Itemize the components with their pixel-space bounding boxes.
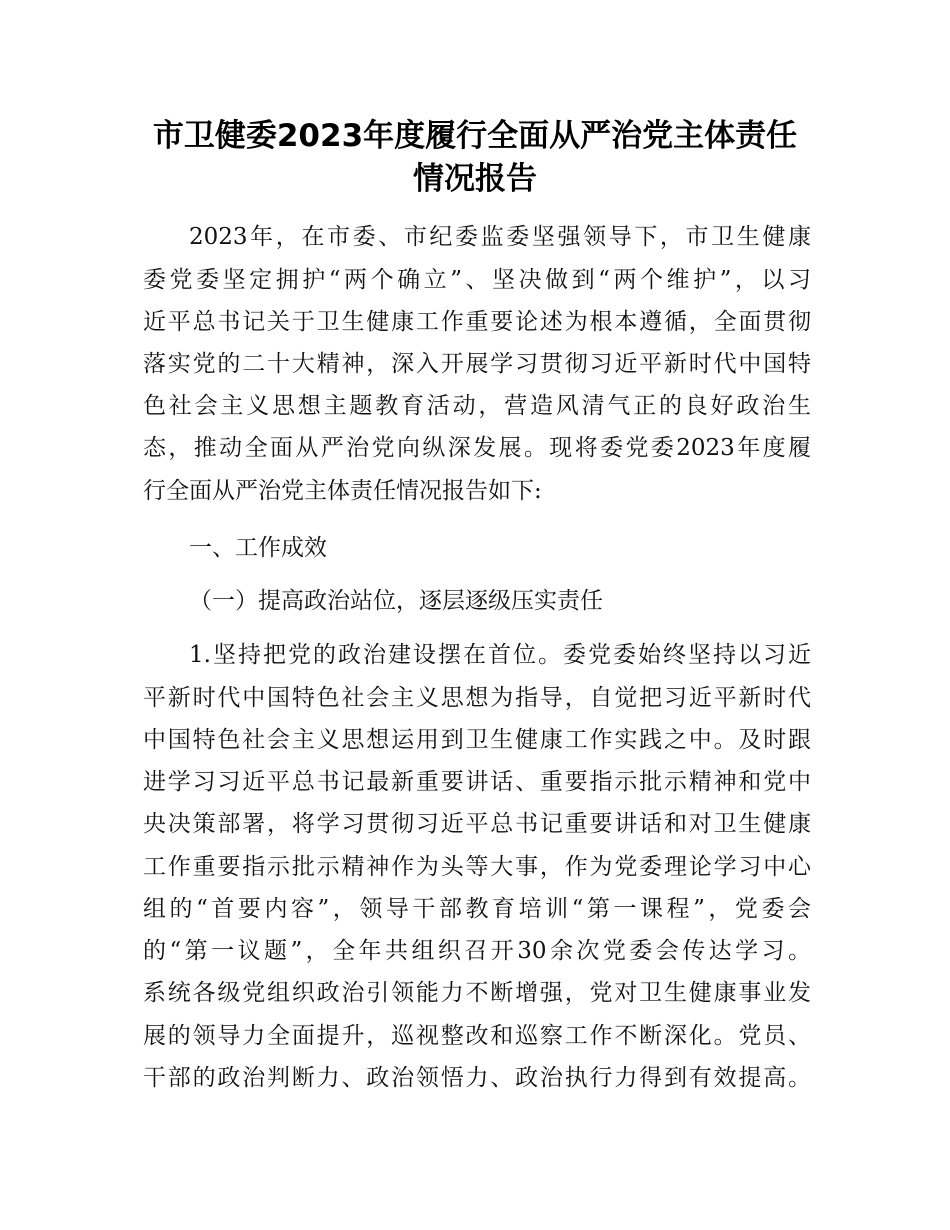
intro-paragraph-line: 行全面从严治党主体责任情况报告如下: [143, 478, 542, 504]
item-paragraph-line: 中国特色社会主义思想运用到卫生健康工作实践之中。及时跟 [143, 727, 811, 753]
document-title-line-1: 市卫健委2023年度履行全面从严治党主体责任 [152, 118, 798, 154]
intro-paragraph-line: 落实党的二十大精神，深入开展学习贯彻习近平新时代中国特 [143, 351, 811, 377]
item-paragraph-line: 组的“首要内容”，领导干部教育培训“第一课程”，党委会 [143, 896, 811, 922]
section-heading: 一、工作成效 [189, 535, 327, 561]
item-paragraph-line: 系统各级党组织政治引领能力不断增强，党对卫生健康事业发 [143, 980, 811, 1006]
item-paragraph-line: 平新时代中国特色社会主义思想为指导，自觉把习近平新时代 [143, 685, 811, 711]
intro-paragraph-line: 委党委坚定拥护“两个确立”、坚决做到“两个维护”，以习 [143, 267, 811, 293]
subsection-heading: （一）提高政治站位，逐层逐级压实责任 [189, 588, 603, 614]
intro-paragraph-line: 近平总书记关于卫生健康工作重要论述为根本遵循，全面贯彻 [143, 309, 811, 335]
item-paragraph-line: 进学习习近平总书记最新重要讲话、重要指示批示精神和党中 [143, 769, 811, 795]
item-paragraph-line: 干部的政治判断力、政治领悟力、政治执行力得到有效提高。 [143, 1065, 811, 1091]
intro-paragraph-line: 2023年，在市委、市纪委监委坚强领导下，市卫生健康 [189, 224, 811, 250]
intro-paragraph-line: 色社会主义思想主题教育活动，营造风清气正的良好政治生 [143, 393, 811, 419]
item-paragraph-line: 展的领导力全面提升，巡视整改和巡察工作不断深化。党员、 [143, 1023, 811, 1049]
item-paragraph-line: 的“第一议题”，全年共组织召开30余次党委会传达学习。 [143, 938, 811, 964]
document-title-line-2: 情况报告 [413, 161, 537, 197]
item-paragraph-line: 工作重要指示批示精神作为头等大事，作为党委理论学习中心 [143, 854, 811, 880]
item-paragraph-line: 央决策部署，将学习贯彻习近平总书记重要讲话和对卫生健康 [143, 811, 811, 837]
intro-paragraph-line: 态，推动全面从严治党向纵深发展。现将委党委2023年度履 [143, 435, 811, 461]
item-paragraph-line: 1.坚持把党的政治建设摆在首位。委党委始终坚持以习近 [189, 642, 811, 668]
